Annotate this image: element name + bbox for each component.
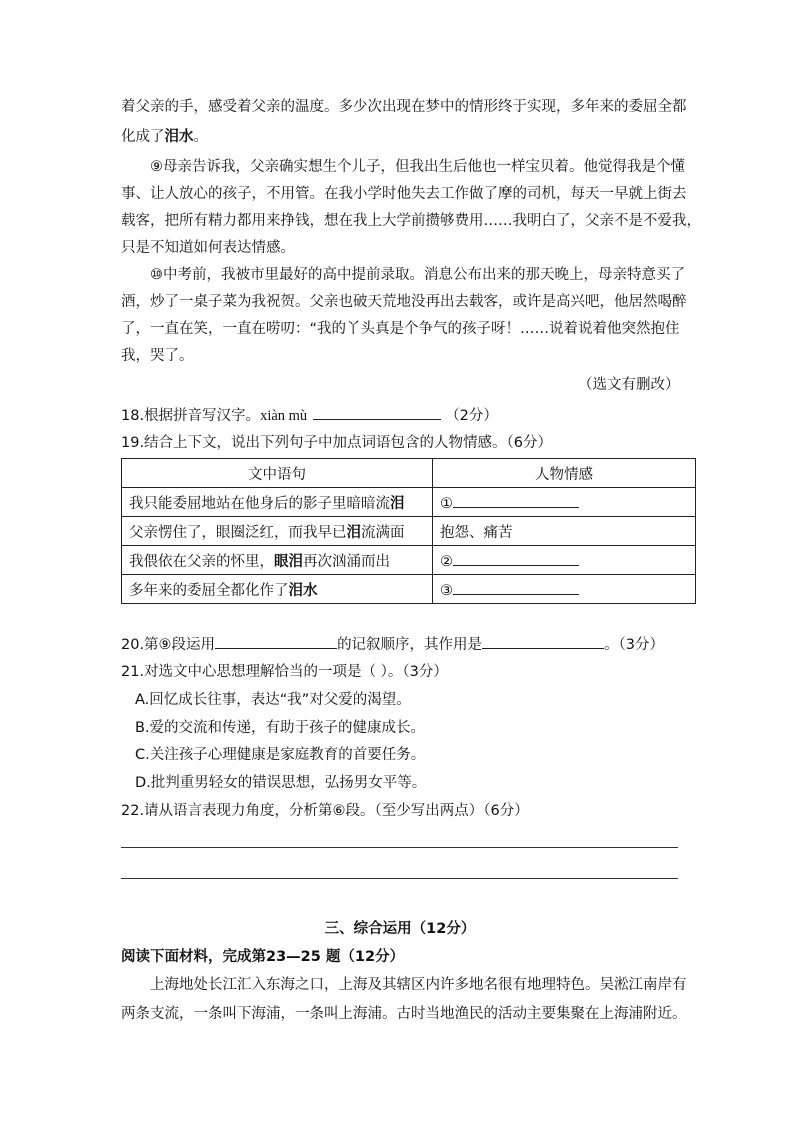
dotted-word: 泪 — [390, 495, 405, 512]
material-line: 两条支流，一条叫下海浦，一条叫上海浦。古时当地渔民的活动主要集聚在上海浦附近。 — [121, 1006, 687, 1022]
table-row — [122, 546, 696, 575]
answer-marker: ① — [440, 496, 453, 512]
table-row — [122, 488, 696, 517]
table-header: 人物情感 — [433, 459, 696, 488]
dotted-word: 泪 — [346, 524, 361, 541]
passage-line: 着父亲的手，感受着父亲的温度。多少次出现在梦中的情形终于实现，多年来的委屈全都 — [121, 99, 687, 115]
question-text: 的记叙顺序，其作用是 — [337, 637, 483, 653]
dotted-word: 眼泪 — [274, 553, 303, 570]
sentence-text: 我只能委屈地站在他身后的影子里暗暗流 — [129, 495, 390, 512]
option-d[interactable]: D.批判重男轻女的错误思想，弘扬男女平等。 — [135, 775, 427, 791]
answer-blank[interactable] — [215, 633, 337, 649]
table-cell — [122, 488, 433, 517]
table-row — [122, 517, 696, 546]
answer-marker: ③ — [440, 583, 453, 599]
sentence-text: 父亲愣住了，眼圈泛红，而我早已 — [129, 524, 347, 541]
dotted-word: 泪水 — [288, 582, 318, 599]
answer-marker: ② — [440, 554, 453, 570]
paragraph-10-line: 酒，炒了一桌子菜为我祝贺。父亲也破天荒地没再出去载客，或许是高兴吧，他居然喝醉 — [121, 294, 687, 310]
bold-word: 泪水 — [164, 129, 194, 145]
points: 。（3分） — [604, 637, 665, 653]
question-21: 21.对选文中心思想理解恰当的一项是（ ）。（3分） — [121, 664, 448, 680]
option-c[interactable]: C.关注孩子心理健康是家庭教育的首要任务。 — [135, 747, 426, 763]
question-19: 19.结合上下文，说出下列句子中加点词语包含的人物情感。（6分） — [121, 435, 553, 451]
passage-line — [121, 127, 208, 147]
material-line: 上海地处长江汇入东海之口，上海及其辖区内许多地名很有地理特色。吴淞江南岸有 — [150, 977, 687, 993]
table-cell — [122, 517, 433, 546]
section-instruction: 阅读下面材料，完成第23—25 题（12分） — [121, 949, 405, 965]
table-cell — [433, 488, 696, 517]
paragraph-10-line: 我，哭了。 — [121, 348, 194, 364]
question-text: 20.第⑨段运用 — [121, 637, 216, 653]
sentence-text: 再次汹涌而出 — [303, 553, 390, 570]
table-cell — [433, 546, 696, 575]
passage-text: 化成了 — [121, 129, 165, 145]
sentence-text: 我偎依在父亲的怀里， — [129, 553, 274, 570]
pinyin: xiàn mù — [260, 408, 308, 424]
table-row — [122, 575, 696, 604]
answer-blank[interactable] — [453, 550, 579, 566]
answer-line[interactable] — [121, 878, 678, 879]
table-cell — [433, 575, 696, 604]
answer-line[interactable] — [121, 847, 678, 848]
paragraph-9-line: 载客，把所有精力都用来挣钱，想在我上大学前攒够费用……我明白了，父亲不是不爱我， — [121, 213, 701, 229]
paragraph-9-line: 只是不知道如何表达情感。 — [121, 240, 295, 256]
points: （2分） — [445, 408, 498, 424]
paragraph-10-line: ⑩中考前，我被市里最好的高中提前录取。消息公布出来的那天晚上，母亲特意买了 — [150, 267, 685, 283]
table-cell — [122, 575, 433, 604]
source-note: （选文有删改） — [578, 377, 680, 393]
answer-blank[interactable] — [313, 404, 441, 420]
question-text: 18.根据拼音写汉字。 — [121, 408, 261, 424]
answer-blank[interactable] — [453, 492, 579, 508]
question-20 — [121, 633, 664, 655]
option-a[interactable]: A.回忆成长往事，表达“我”对父爱的渴望。 — [135, 692, 411, 708]
emotion-table — [121, 458, 696, 604]
answer-blank[interactable] — [453, 579, 579, 595]
paragraph-10-line: 了，一直在笑，一直在唠叨：“我的丫头真是个争气的孩子呀！……说着说着他突然抱住 — [121, 321, 680, 337]
question-18 — [121, 404, 498, 426]
table-header: 文中语句 — [122, 459, 433, 488]
table-header-row — [122, 459, 696, 488]
section-title: 三、综合运用（12分） — [324, 921, 476, 937]
question-22: 22.请从语言表现力角度，分析第⑥段。（至少写出两点）（6分） — [121, 803, 529, 819]
passage-text: 。 — [193, 129, 208, 145]
answer-blank[interactable] — [482, 633, 604, 649]
option-b[interactable]: B.爱的交流和传递，有助于孩子的健康成长。 — [135, 720, 426, 736]
table-cell: 抱怨、痛苦 — [433, 517, 696, 546]
sentence-text: 多年来的委屈全都化作了 — [129, 582, 289, 599]
paragraph-9-line: ⑨母亲告诉我，父亲确实想生个儿子，但我出生后他也一样宝贝着。他觉得我是个懂 — [150, 159, 685, 175]
table-cell — [122, 546, 433, 575]
paragraph-9-line: 事、让人放心的孩子，不用管。在我小学时他失去工作做了摩的司机，每天一早就上街去 — [121, 186, 687, 202]
sentence-text: 流满面 — [361, 524, 405, 541]
